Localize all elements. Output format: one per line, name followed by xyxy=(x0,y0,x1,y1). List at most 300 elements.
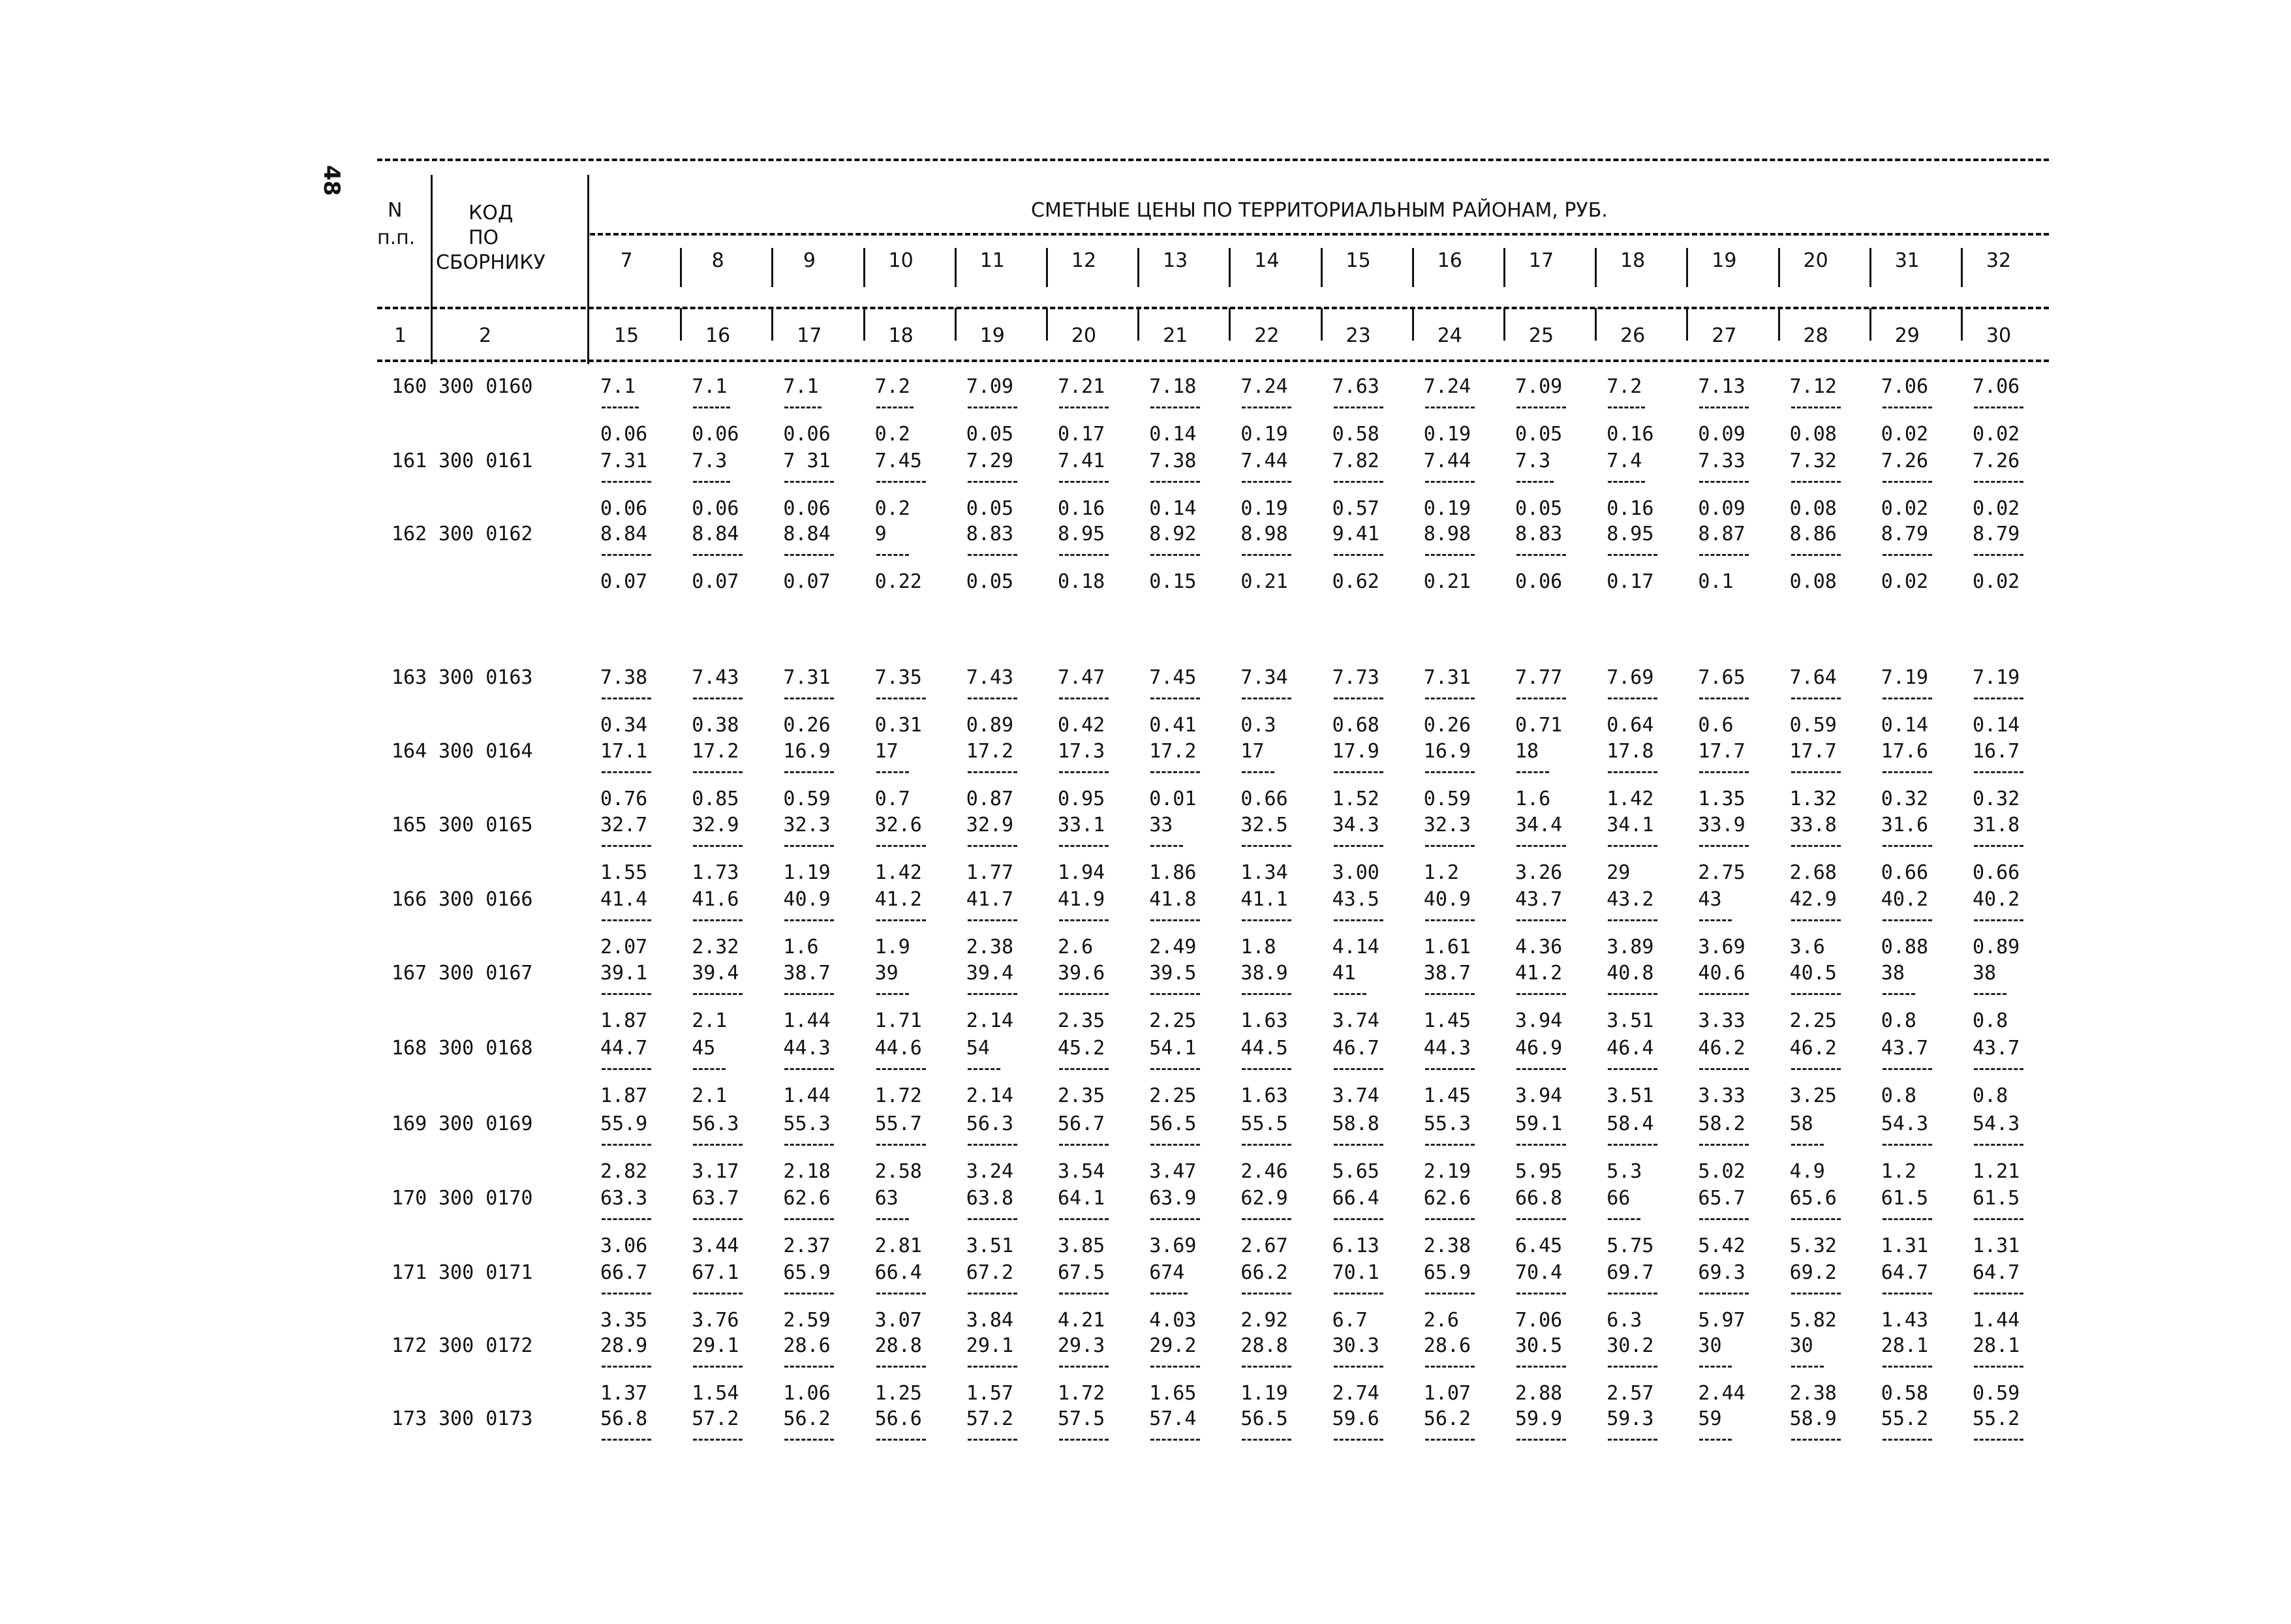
fraction-line xyxy=(784,1068,834,1070)
fraction-line xyxy=(602,1366,651,1368)
price-value-sub: 2.57 xyxy=(1607,1382,1654,1405)
fraction-line xyxy=(876,481,926,483)
price-value: 55.2 xyxy=(1881,1407,1929,1430)
price-value-sub: 0.14 xyxy=(1149,423,1197,446)
column-number: 1 xyxy=(394,324,407,347)
price-value: 56.6 xyxy=(874,1407,922,1430)
column-number: 23 xyxy=(1345,324,1371,347)
fraction-line xyxy=(1425,1439,1475,1441)
fraction-line xyxy=(784,993,834,995)
row-number: 172 xyxy=(392,1334,427,1357)
price-value-sub: 0.19 xyxy=(1423,497,1471,520)
price-value: 58.2 xyxy=(1698,1112,1745,1135)
price-value: 29.1 xyxy=(966,1334,1014,1357)
price-value: 54 xyxy=(966,1037,990,1060)
price-value: 8.83 xyxy=(966,523,1014,545)
row-number: 166 xyxy=(392,888,427,911)
price-value: 66.2 xyxy=(1240,1261,1288,1284)
price-value: 32.3 xyxy=(1423,814,1471,836)
price-value: 39.4 xyxy=(966,962,1014,985)
price-value: 41.6 xyxy=(692,888,739,911)
price-value: 32.9 xyxy=(692,814,739,836)
fraction-line xyxy=(1699,1218,1749,1220)
price-value-sub: 1.87 xyxy=(600,1084,648,1107)
fraction-line xyxy=(1883,845,1932,847)
fraction-line xyxy=(968,1218,1017,1220)
fraction-line xyxy=(1242,406,1291,408)
price-value: 7.65 xyxy=(1698,666,1745,689)
price-value: 43.7 xyxy=(1515,888,1563,911)
price-value-sub: 0.02 xyxy=(1973,570,2020,593)
fraction-line xyxy=(1150,1439,1200,1441)
price-value-sub: 0.02 xyxy=(1881,497,1929,520)
fraction-line xyxy=(1516,1439,1566,1441)
price-value: 41.2 xyxy=(1515,962,1563,985)
price-value-sub: 0.1 xyxy=(1698,570,1734,593)
price-value-sub: 2.38 xyxy=(1423,1234,1471,1257)
price-value-sub: 0.14 xyxy=(1973,714,2020,737)
fraction-line xyxy=(1334,993,1366,995)
fraction-line xyxy=(1334,554,1383,556)
price-value: 43.2 xyxy=(1607,888,1654,911)
price-value: 39.4 xyxy=(692,962,739,985)
column-separator xyxy=(1503,248,1505,287)
fraction-line xyxy=(1150,919,1200,921)
fraction-line xyxy=(1791,406,1841,408)
price-value: 17 xyxy=(1240,740,1265,763)
price-value: 56.3 xyxy=(966,1112,1014,1135)
column-separator xyxy=(587,175,589,364)
column-separator xyxy=(1412,248,1414,287)
fraction-line xyxy=(968,406,1017,408)
fraction-line xyxy=(784,481,834,483)
price-value-sub: 0.05 xyxy=(966,423,1014,446)
row-number: 163 xyxy=(392,666,427,689)
fraction-line xyxy=(1425,993,1475,995)
price-value: 17.6 xyxy=(1881,740,1929,763)
fraction-line xyxy=(1425,406,1475,408)
fraction-line xyxy=(1608,697,1657,699)
price-value: 7.32 xyxy=(1789,450,1837,472)
fraction-line xyxy=(1150,771,1200,773)
fraction-line xyxy=(1791,1439,1841,1441)
price-value: 16.9 xyxy=(783,740,831,763)
fraction-line xyxy=(1425,919,1475,921)
fraction-line xyxy=(1791,771,1841,773)
price-value-sub: 2.18 xyxy=(783,1160,831,1183)
fraction-line xyxy=(1425,771,1475,773)
fraction-line xyxy=(1974,1144,2023,1146)
price-value-sub: 3.74 xyxy=(1332,1084,1379,1107)
price-value: 7.09 xyxy=(1515,375,1563,398)
price-value: 7.38 xyxy=(600,666,648,689)
price-value: 7.35 xyxy=(874,666,922,689)
price-value: 7.06 xyxy=(1881,375,1929,398)
price-value: 66.4 xyxy=(874,1261,922,1284)
price-value-sub: 0.02 xyxy=(1973,423,2020,446)
price-value: 67.2 xyxy=(966,1261,1014,1284)
price-value: 9.41 xyxy=(1332,523,1379,545)
price-value: 7.64 xyxy=(1789,666,1837,689)
fraction-line xyxy=(876,919,926,921)
price-value-sub: 0.3 xyxy=(1240,714,1276,737)
price-value: 58.8 xyxy=(1332,1112,1379,1135)
fraction-line xyxy=(1425,1068,1475,1070)
column-separator xyxy=(1595,308,1597,341)
fraction-line xyxy=(1334,1439,1383,1441)
price-value: 31.6 xyxy=(1881,814,1929,836)
region-header: 20 xyxy=(1803,249,1828,272)
price-value: 17.2 xyxy=(692,740,739,763)
fraction-line xyxy=(1059,406,1109,408)
price-value: 7.2 xyxy=(1607,375,1642,398)
fraction-line xyxy=(1059,1068,1109,1070)
fraction-line xyxy=(693,1144,743,1146)
fraction-line xyxy=(1608,1293,1657,1295)
price-value: 56.5 xyxy=(1149,1112,1197,1135)
price-value-sub: 2.38 xyxy=(1789,1382,1837,1405)
price-value-sub: 0.8 xyxy=(1881,1009,1916,1032)
price-value: 45.2 xyxy=(1058,1037,1105,1060)
price-value-sub: 1.72 xyxy=(874,1084,922,1107)
price-value-sub: 0.66 xyxy=(1973,861,2020,884)
price-value-sub: 2.35 xyxy=(1058,1009,1105,1032)
fraction-line xyxy=(1791,1218,1841,1220)
price-value-sub: 1.87 xyxy=(600,1009,648,1032)
price-value: 33 xyxy=(1149,814,1173,836)
fraction-line xyxy=(968,481,1017,483)
fraction-line xyxy=(784,919,834,921)
fraction-line xyxy=(1059,481,1109,483)
fraction-line xyxy=(1699,554,1749,556)
price-value: 41.8 xyxy=(1149,888,1197,911)
price-value-sub: 0.19 xyxy=(1423,423,1471,446)
fraction-line xyxy=(876,406,914,408)
price-value-sub: 3.44 xyxy=(692,1234,739,1257)
price-value: 44.5 xyxy=(1240,1037,1288,1060)
header-bottom-rule xyxy=(377,360,2049,362)
price-value: 55.9 xyxy=(600,1112,648,1135)
price-value: 46.4 xyxy=(1607,1037,1654,1060)
price-value-sub: 3.35 xyxy=(600,1309,648,1332)
fraction-line xyxy=(1699,845,1749,847)
fraction-line xyxy=(693,697,743,699)
price-value-sub: 1.19 xyxy=(783,861,831,884)
price-value: 65.7 xyxy=(1698,1187,1745,1210)
fraction-line xyxy=(1334,919,1383,921)
fraction-line xyxy=(1242,554,1291,556)
column-number: 27 xyxy=(1712,324,1737,347)
fraction-line xyxy=(1425,1144,1475,1146)
price-value-sub: 0.16 xyxy=(1058,497,1105,520)
price-value: 70.1 xyxy=(1332,1261,1379,1284)
price-value-sub: 5.02 xyxy=(1698,1160,1745,1183)
price-value-sub: 0.06 xyxy=(783,497,831,520)
price-value: 44.3 xyxy=(1423,1037,1471,1060)
price-value: 39.5 xyxy=(1149,962,1197,985)
price-value-sub: 2.49 xyxy=(1149,936,1197,958)
fraction-line xyxy=(1334,481,1383,483)
price-value-sub: 5.65 xyxy=(1332,1160,1379,1183)
price-value: 8.83 xyxy=(1515,523,1563,545)
fraction-line xyxy=(1516,1068,1566,1070)
row-number: 160 xyxy=(392,375,427,398)
price-value-sub: 0.05 xyxy=(966,570,1014,593)
price-value: 56.2 xyxy=(1423,1407,1471,1430)
price-value: 56.7 xyxy=(1058,1112,1105,1135)
price-value-sub: 1.44 xyxy=(783,1009,831,1032)
fraction-line xyxy=(1516,481,1554,483)
price-value: 7.12 xyxy=(1789,375,1837,398)
fraction-line xyxy=(968,919,1017,921)
fraction-line xyxy=(1974,481,2023,483)
price-value: 70.4 xyxy=(1515,1261,1563,1284)
fraction-line xyxy=(1883,919,1932,921)
price-value: 7.47 xyxy=(1058,666,1105,689)
price-value: 17.3 xyxy=(1058,740,1105,763)
region-header: 32 xyxy=(1986,249,2012,272)
price-value: 38 xyxy=(1881,962,1905,985)
price-value: 63.8 xyxy=(966,1187,1014,1210)
fraction-line xyxy=(1425,697,1475,699)
price-value: 28.9 xyxy=(600,1334,648,1357)
region-header: 16 xyxy=(1437,249,1462,272)
fraction-line xyxy=(602,771,651,773)
fraction-line xyxy=(876,845,926,847)
fraction-line xyxy=(968,1144,1017,1146)
column-separator xyxy=(863,248,865,287)
price-value-sub: 3.24 xyxy=(966,1160,1014,1183)
price-value-sub: 0.05 xyxy=(1515,497,1563,520)
price-value: 29.1 xyxy=(692,1334,739,1357)
price-value: 69.7 xyxy=(1607,1261,1654,1284)
price-value: 7.4 xyxy=(1607,450,1642,472)
price-value: 63.9 xyxy=(1149,1187,1197,1210)
fraction-line xyxy=(1608,1366,1657,1368)
fraction-line xyxy=(602,554,651,556)
fraction-line xyxy=(784,1293,834,1295)
fraction-line xyxy=(1150,1293,1188,1295)
fraction-line xyxy=(1242,481,1291,483)
column-separator xyxy=(1229,308,1231,341)
price-value: 7.26 xyxy=(1881,450,1929,472)
price-value-sub: 0.26 xyxy=(1423,714,1471,737)
price-value-sub: 0.71 xyxy=(1515,714,1563,737)
price-value-sub: 0.95 xyxy=(1058,788,1105,810)
price-value-sub: 5.82 xyxy=(1789,1309,1837,1332)
price-value: 44.3 xyxy=(783,1037,831,1060)
price-value: 46.2 xyxy=(1789,1037,1837,1060)
price-value-sub: 1.8 xyxy=(1240,936,1276,958)
price-value: 28.6 xyxy=(783,1334,831,1357)
fraction-line xyxy=(1334,1293,1383,1295)
price-value: 17.7 xyxy=(1698,740,1745,763)
region-header: 18 xyxy=(1620,249,1646,272)
price-value-sub: 1.57 xyxy=(966,1382,1014,1405)
price-value-sub: 1.73 xyxy=(692,861,739,884)
fraction-line xyxy=(1516,919,1566,921)
price-value-sub: 2.07 xyxy=(600,936,648,958)
price-value-sub: 5.95 xyxy=(1515,1160,1563,1183)
fraction-line xyxy=(1150,1218,1200,1220)
fraction-line xyxy=(1516,697,1566,699)
price-value: 56.3 xyxy=(692,1112,739,1135)
price-value: 7.1 xyxy=(783,375,819,398)
fraction-line xyxy=(1974,554,2023,556)
fraction-line xyxy=(1974,1068,2023,1070)
price-value: 7.44 xyxy=(1423,450,1471,472)
row-number: 170 xyxy=(392,1187,427,1210)
price-value: 56.8 xyxy=(600,1407,648,1430)
price-value-sub: 0.32 xyxy=(1881,788,1929,810)
column-separator xyxy=(771,308,773,341)
fraction-line xyxy=(1699,1293,1749,1295)
price-value-sub: 2.59 xyxy=(783,1309,831,1332)
column-number: 24 xyxy=(1437,324,1462,347)
price-value-sub: 3.33 xyxy=(1698,1084,1745,1107)
row-number: 168 xyxy=(392,1037,427,1060)
fraction-line xyxy=(1791,697,1841,699)
price-value-sub: 2.6 xyxy=(1423,1309,1459,1332)
fraction-line xyxy=(1150,697,1200,699)
price-value-sub: 1.63 xyxy=(1240,1009,1288,1032)
row-code: 300 0172 xyxy=(438,1334,533,1357)
row-number-header-sub: п.п. xyxy=(377,226,416,249)
fraction-line xyxy=(1242,1218,1291,1220)
price-value: 17.1 xyxy=(600,740,648,763)
fraction-line xyxy=(1334,1068,1383,1070)
price-value-sub: 0.41 xyxy=(1149,714,1197,737)
price-value-sub: 3.51 xyxy=(1607,1009,1654,1032)
fraction-line xyxy=(1883,1218,1932,1220)
column-separator xyxy=(1503,308,1505,341)
price-value: 30 xyxy=(1698,1334,1722,1357)
price-value-sub: 0.89 xyxy=(1973,936,2020,958)
price-value-sub: 3.6 xyxy=(1789,936,1825,958)
price-value-sub: 0.09 xyxy=(1698,423,1745,446)
fraction-line xyxy=(1974,1218,2023,1220)
fraction-line xyxy=(1150,1366,1200,1368)
fraction-line xyxy=(1059,1144,1109,1146)
column-separator xyxy=(1869,248,1871,287)
price-value-sub: 0.8 xyxy=(1973,1009,2008,1032)
price-value-sub: 0.34 xyxy=(600,714,648,737)
price-value-sub: 0.59 xyxy=(1973,1382,2020,1405)
fraction-line xyxy=(1059,1366,1109,1368)
price-value-sub: 0.89 xyxy=(966,714,1014,737)
price-value: 44.7 xyxy=(600,1037,648,1060)
fraction-line xyxy=(1516,845,1566,847)
price-value-sub: 2.82 xyxy=(600,1160,648,1183)
fraction-line xyxy=(693,406,730,408)
price-value: 59 xyxy=(1698,1407,1722,1430)
price-value-sub: 0.59 xyxy=(1789,714,1837,737)
price-value: 56.2 xyxy=(783,1407,831,1430)
fraction-line xyxy=(1974,1293,2023,1295)
price-value-sub: 3.94 xyxy=(1515,1009,1563,1032)
price-value: 62.9 xyxy=(1240,1187,1288,1210)
price-value: 59.9 xyxy=(1515,1407,1563,1430)
region-header: 11 xyxy=(979,249,1005,272)
price-value-sub: 1.9 xyxy=(874,936,910,958)
fraction-line xyxy=(1242,697,1291,699)
column-number: 30 xyxy=(1986,324,2012,347)
column-separator xyxy=(680,308,682,341)
region-header: 12 xyxy=(1071,249,1097,272)
price-value-sub: 0.08 xyxy=(1789,497,1837,520)
price-value: 55.3 xyxy=(783,1112,831,1135)
region-header: 9 xyxy=(803,249,816,272)
region-header: 31 xyxy=(1894,249,1920,272)
price-value-sub: 1.61 xyxy=(1423,936,1471,958)
fraction-line xyxy=(693,1068,726,1070)
price-value: 30.5 xyxy=(1515,1334,1563,1357)
price-value: 55.7 xyxy=(874,1112,922,1135)
price-value-sub: 1.34 xyxy=(1240,861,1288,884)
price-value-sub: 1.45 xyxy=(1423,1009,1471,1032)
price-value-sub: 0.08 xyxy=(1789,570,1837,593)
price-value-sub: 2.6 xyxy=(1058,936,1094,958)
price-value: 28.6 xyxy=(1423,1334,1471,1357)
price-value: 7.29 xyxy=(966,450,1014,472)
price-value: 55.3 xyxy=(1423,1112,1471,1135)
price-value: 16.9 xyxy=(1423,740,1471,763)
price-value-sub: 2.75 xyxy=(1698,861,1745,884)
fraction-line xyxy=(693,845,743,847)
fraction-line xyxy=(1699,697,1749,699)
price-value: 44.6 xyxy=(874,1037,922,1060)
price-value: 34.1 xyxy=(1607,814,1654,836)
fraction-line xyxy=(968,1293,1017,1295)
price-value: 57.2 xyxy=(966,1407,1014,1430)
fraction-line xyxy=(1242,1144,1291,1146)
price-value-sub: 0.26 xyxy=(783,714,831,737)
fraction-line xyxy=(784,1439,834,1441)
fraction-line xyxy=(784,1218,834,1220)
price-value: 45 xyxy=(692,1037,716,1060)
column-separator xyxy=(1595,248,1597,287)
fraction-line xyxy=(1150,406,1200,408)
fraction-line xyxy=(1150,1068,1200,1070)
column-number: 19 xyxy=(979,324,1005,347)
price-value-sub: 3.26 xyxy=(1515,861,1563,884)
price-value: 7 31 xyxy=(783,450,831,472)
price-value-sub: 2.14 xyxy=(966,1084,1014,1107)
fraction-line xyxy=(693,919,743,921)
price-value-sub: 4.9 xyxy=(1789,1160,1825,1183)
fraction-line xyxy=(1974,697,2023,699)
fraction-line xyxy=(1791,919,1841,921)
column-separator xyxy=(1961,308,1963,341)
price-value-sub: 1.55 xyxy=(600,861,648,884)
price-value-sub: 0.58 xyxy=(1881,1382,1929,1405)
price-value: 8.79 xyxy=(1881,523,1929,545)
fraction-line xyxy=(1883,1068,1932,1070)
header-top-rule xyxy=(377,159,2049,161)
price-value-sub: 1.77 xyxy=(966,861,1014,884)
price-value: 34.3 xyxy=(1332,814,1379,836)
price-value-sub: 2.25 xyxy=(1149,1009,1197,1032)
price-value-sub: 1.6 xyxy=(783,936,819,958)
price-value: 46.9 xyxy=(1515,1037,1563,1060)
price-value-sub: 0.31 xyxy=(874,714,922,737)
fraction-line xyxy=(1608,481,1645,483)
price-value-sub: 0.15 xyxy=(1149,570,1197,593)
fraction-line xyxy=(784,1366,834,1368)
price-value-sub: 0.2 xyxy=(874,423,910,446)
price-value-sub: 0.38 xyxy=(692,714,739,737)
fraction-line xyxy=(1974,993,2007,995)
